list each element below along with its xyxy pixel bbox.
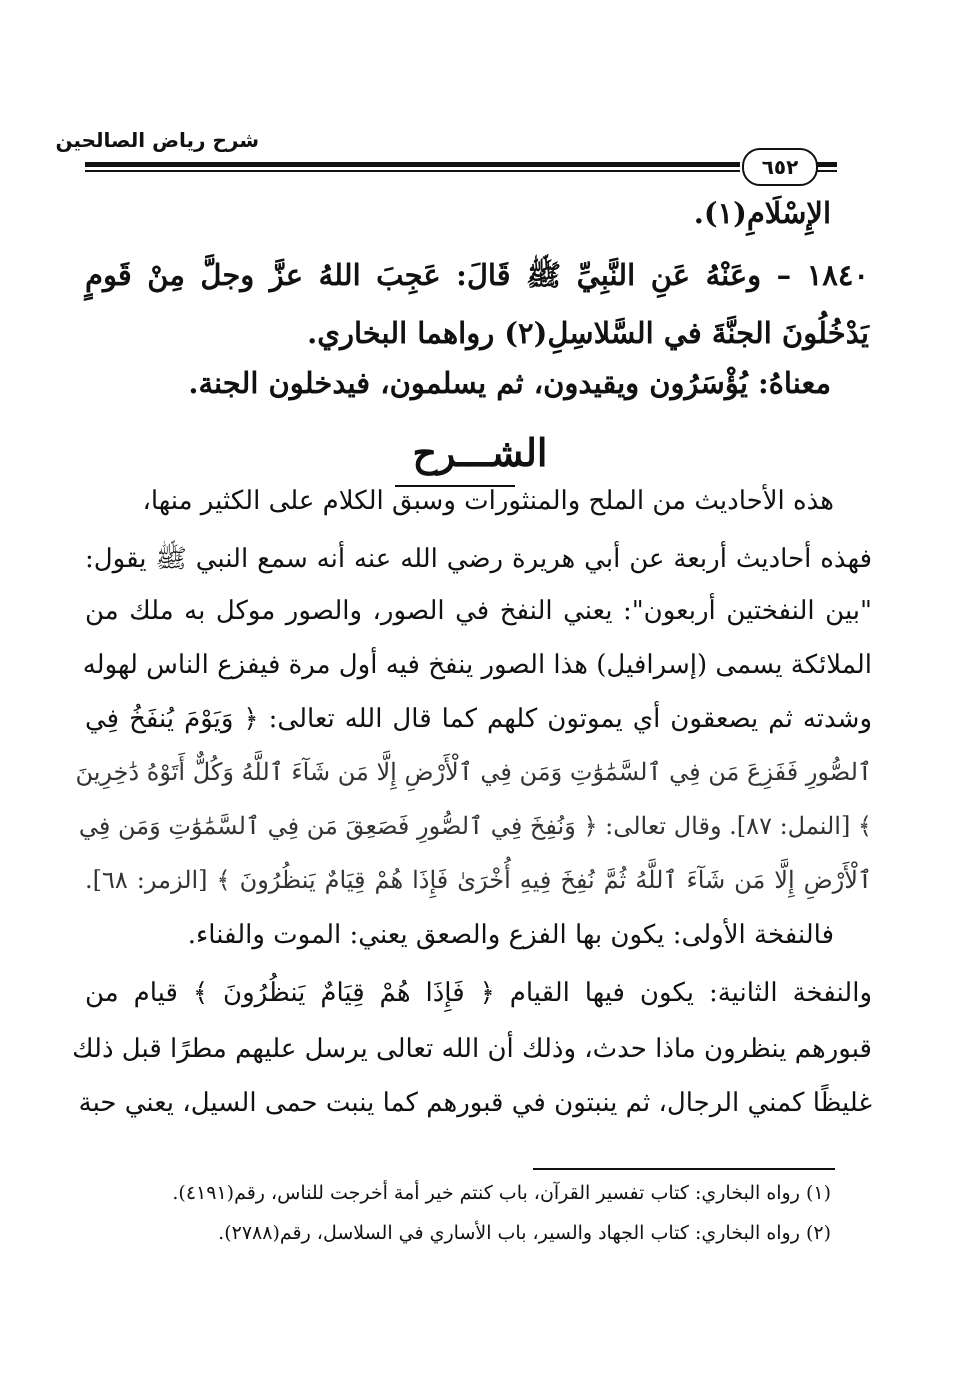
commentary-line: فهذه أحاديث أربعة عن أبي هريرة رضي الله عنه أنه سمع النبي ﷺ يقول: [85,544,872,574]
commentary-line: والنفخة الثانية: يكون فيها القيام ﴿ فَإِذَا هُمْ قِيَامٌ يَنظُرُونَ ﴾ قيام من [85,978,872,1008]
footnote-1: (١) رواه البخاري: كتاب تفسير القرآن، باب كنتم خير أمة أخرجت للناس، رقم(٤١٩١). [172,1182,831,1204]
commentary-line: "بين النفختين أربعون": يعني النفخ في الصور، والصور موكل به ملك من [85,596,872,626]
section-heading: الشـــرح [412,430,548,475]
quran-verse-line: ٱلْأَرْضِ إِلَّا مَن شَآءَ ٱللَّهُ ثُمَّ نُفِخَ فِيهِ أُخْرَىٰ فَإِذَا هُمْ قِيَامٌ يَنظُرُونَ ﴾ [الزمر: ٦٨]. [85,866,872,894]
quran-verse-line: ﴾ [النمل: ٨٧]. وقال تعالى: ﴿ وَنُفِخَ فِي ٱلصُّورِ فَصَعِقَ مَن فِي ٱلسَّمَٰوَٰتِ وَمَن فِي [78,812,872,840]
commentary-line: هذه الأحاديث من الملح والمنثورات وسبق الكلام على الكثير منها، [142,486,834,516]
hadith-line-2: يَدْخُلُونَ الجنَّةَ في السَّلاسِلِ(٢) رواهما البخاري. [307,316,869,350]
commentary-line: فالنفخة الأولى: يكون بها الفزع والصعق يعني: الموت والفناء. [187,920,834,950]
quran-verse-line: ٱلصُّورِ فَفَزِعَ مَن فِي ٱلسَّمَٰوَٰتِ وَمَن فِي ٱلْأَرْضِ إِلَّا مَن شَآءَ ٱللَّهُ وَكُلٌّ أَتَوْهُ دَٰخِرِينَ [75,758,872,786]
header-rule-right-thin [817,170,837,172]
running-header-title: شرح رياض الصالحين [55,128,259,152]
hadith-meaning: معناهُ: يُؤْسَرُون ويقيدون، ثم يسلمون، فيدخلون الجنة. [188,366,831,400]
commentary-line: قبورهم ينظرون ماذا حدث، وذلك أن الله تعالى يرسل عليهم مطرًا قبل ذلك [72,1034,872,1064]
header-rule-right [817,162,837,167]
commentary-line: الملائكة يسمى (إسرافيل) هذا الصور ينفخ فيه أول مرة فيفزع الناس لهوله [82,650,872,680]
commentary-line: وشدته ثم يصعقون أي يموتون كلهم كما قال الله تعالى: ﴿ وَيَوْمَ يُنفَخُ فِي [85,704,872,734]
footnote-2: (٢) رواه البخاري: كتاب الجهاد والسير، باب الأساري في السلاسل، رقم(٢٧٨٨). [218,1222,831,1244]
commentary-line: غليظًا كمني الرجال، ثم ينبتون في قبورهم كما ينبت حمى السيل، يعني حبة [78,1088,872,1118]
hadith-line-1: ١٨٤٠ – وعَنْهُ عَنِ النَّبِيِّ ﷺ قَالَ: عَجِبَ اللهُ عزَّ وجلَّ مِنْ قَومٍ [85,258,869,292]
hadith-prev-ending: الإِسْلَامِ(١). [693,196,831,230]
page-number-badge: ٦٥٢ [742,148,818,186]
footnote-separator [533,1168,835,1170]
header-rule-thick [85,162,740,167]
header-rule-thin [85,170,740,172]
